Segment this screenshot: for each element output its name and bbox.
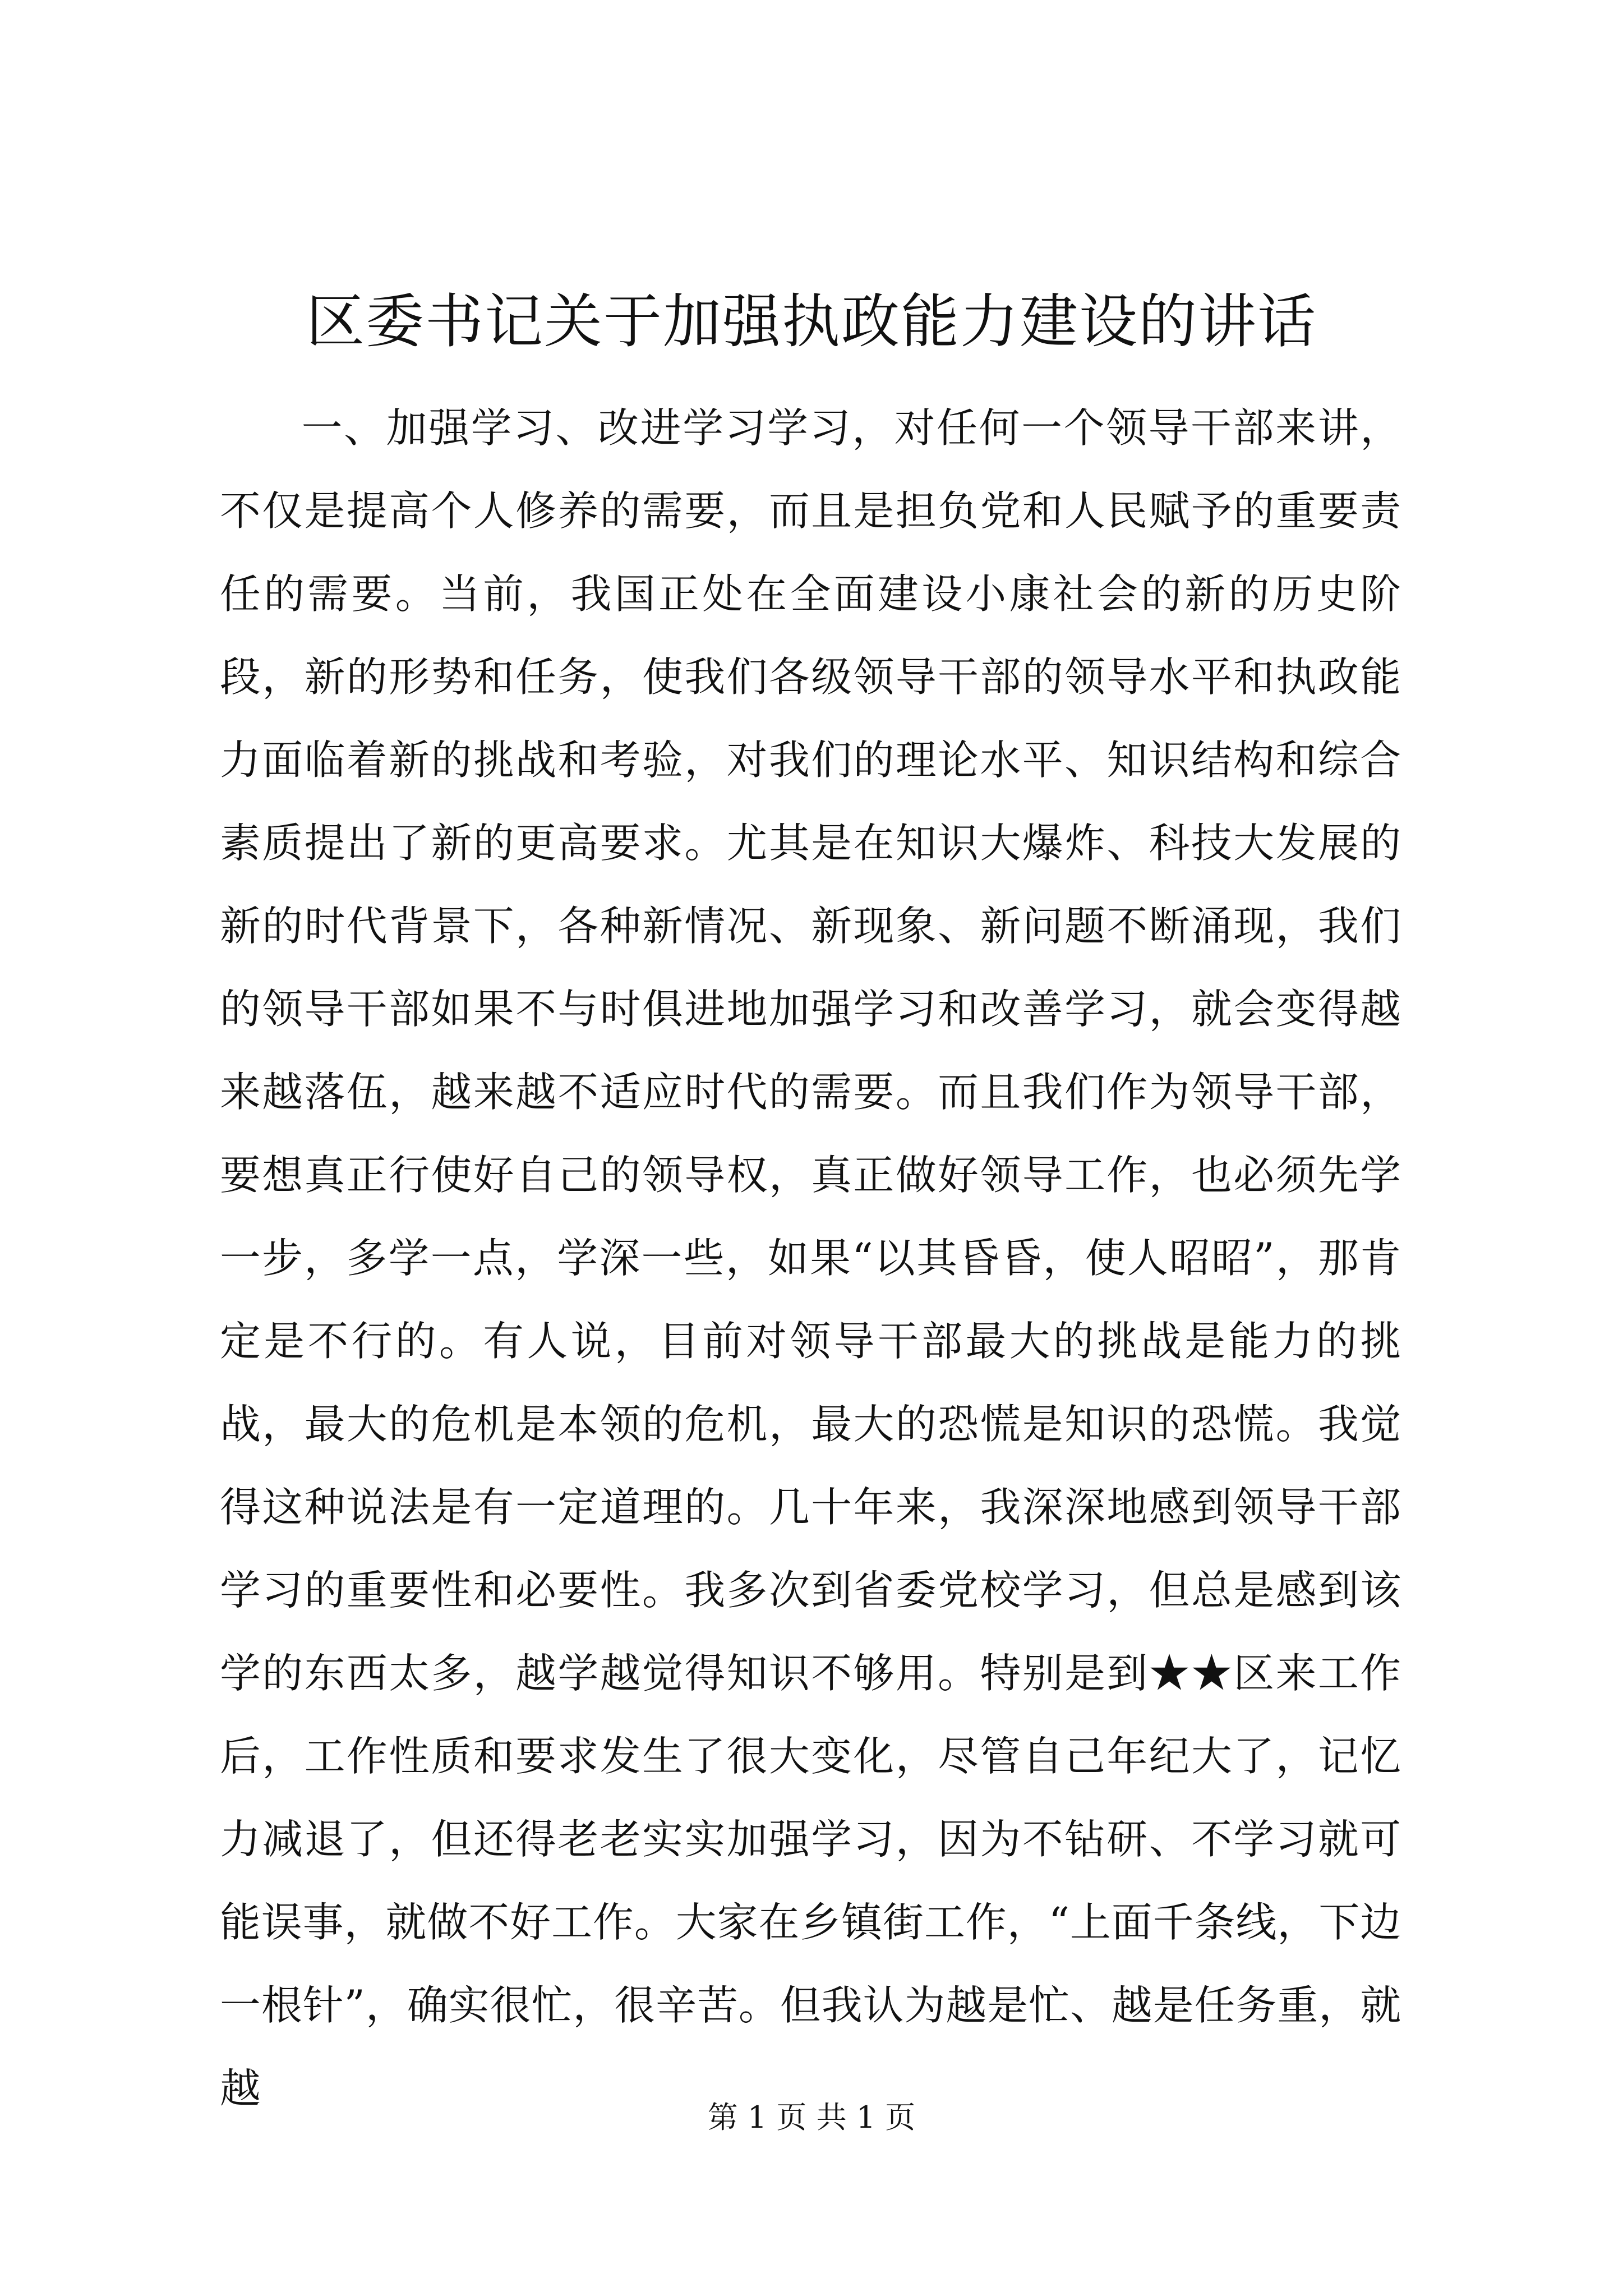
page-footer: 第 1 页 共 1 页	[707, 2100, 916, 2135]
body-paragraph: 一、加强学习、改进学习学习，对任何一个领导干部来讲，不仅是提高个人修养的需要，而且是担负党和人民赋予的重要责任的需要。当前，我国正处在全面建设小康社会的新的历史阶段，新的形势和任务，使我们各级领导干部的领导水平和执政能力面临着新的挑战和考验，对我们的理论水平、知识结构和综合素质提出了新的更高要求。尤其是在知识大爆炸、科技大发展的新的时代背景下，各种新情况、新现象、新问题不断涌现，我们的领导干部如果不与时俱进地加强学习和改善学习，就会变得越来越落伍，越来越不适应时代的需要。而且我们作为领导干部，要想真正行使好自己的领导权，真正做好领导工作，也必须先学一步，多学一点，学深一些，如果“以其昏昏，使人昭昭”，那肯定是不行的。有人说，目前对领导干部最大的挑战是能力的挑战，最大的危机是本领的危机，最大的恐慌是知识的恐慌。我觉得这种说法是有一定道理的。几十年来，我深深地感到领导干部学习的重要性和必要性。我多次到省委党校学习，但总是感到该学的东西太多，越学越觉得知识不够用。特别是到★★区来工作后，工作性质和要求发生了很大变化，尽管自己年纪大了，记忆力减退了，但还得老老实实加强学习，因为不钻研、不学习就可能误事，就做不好工作。大家在乡镇街工作，“上面千条线，下边一根针”，确实很忙，很辛苦。但我认为越是忙、越是任务重，就越	[220, 404, 1401, 2113]
document-title: 区委书记关于加强执政能力建设的讲话	[306, 287, 1317, 356]
